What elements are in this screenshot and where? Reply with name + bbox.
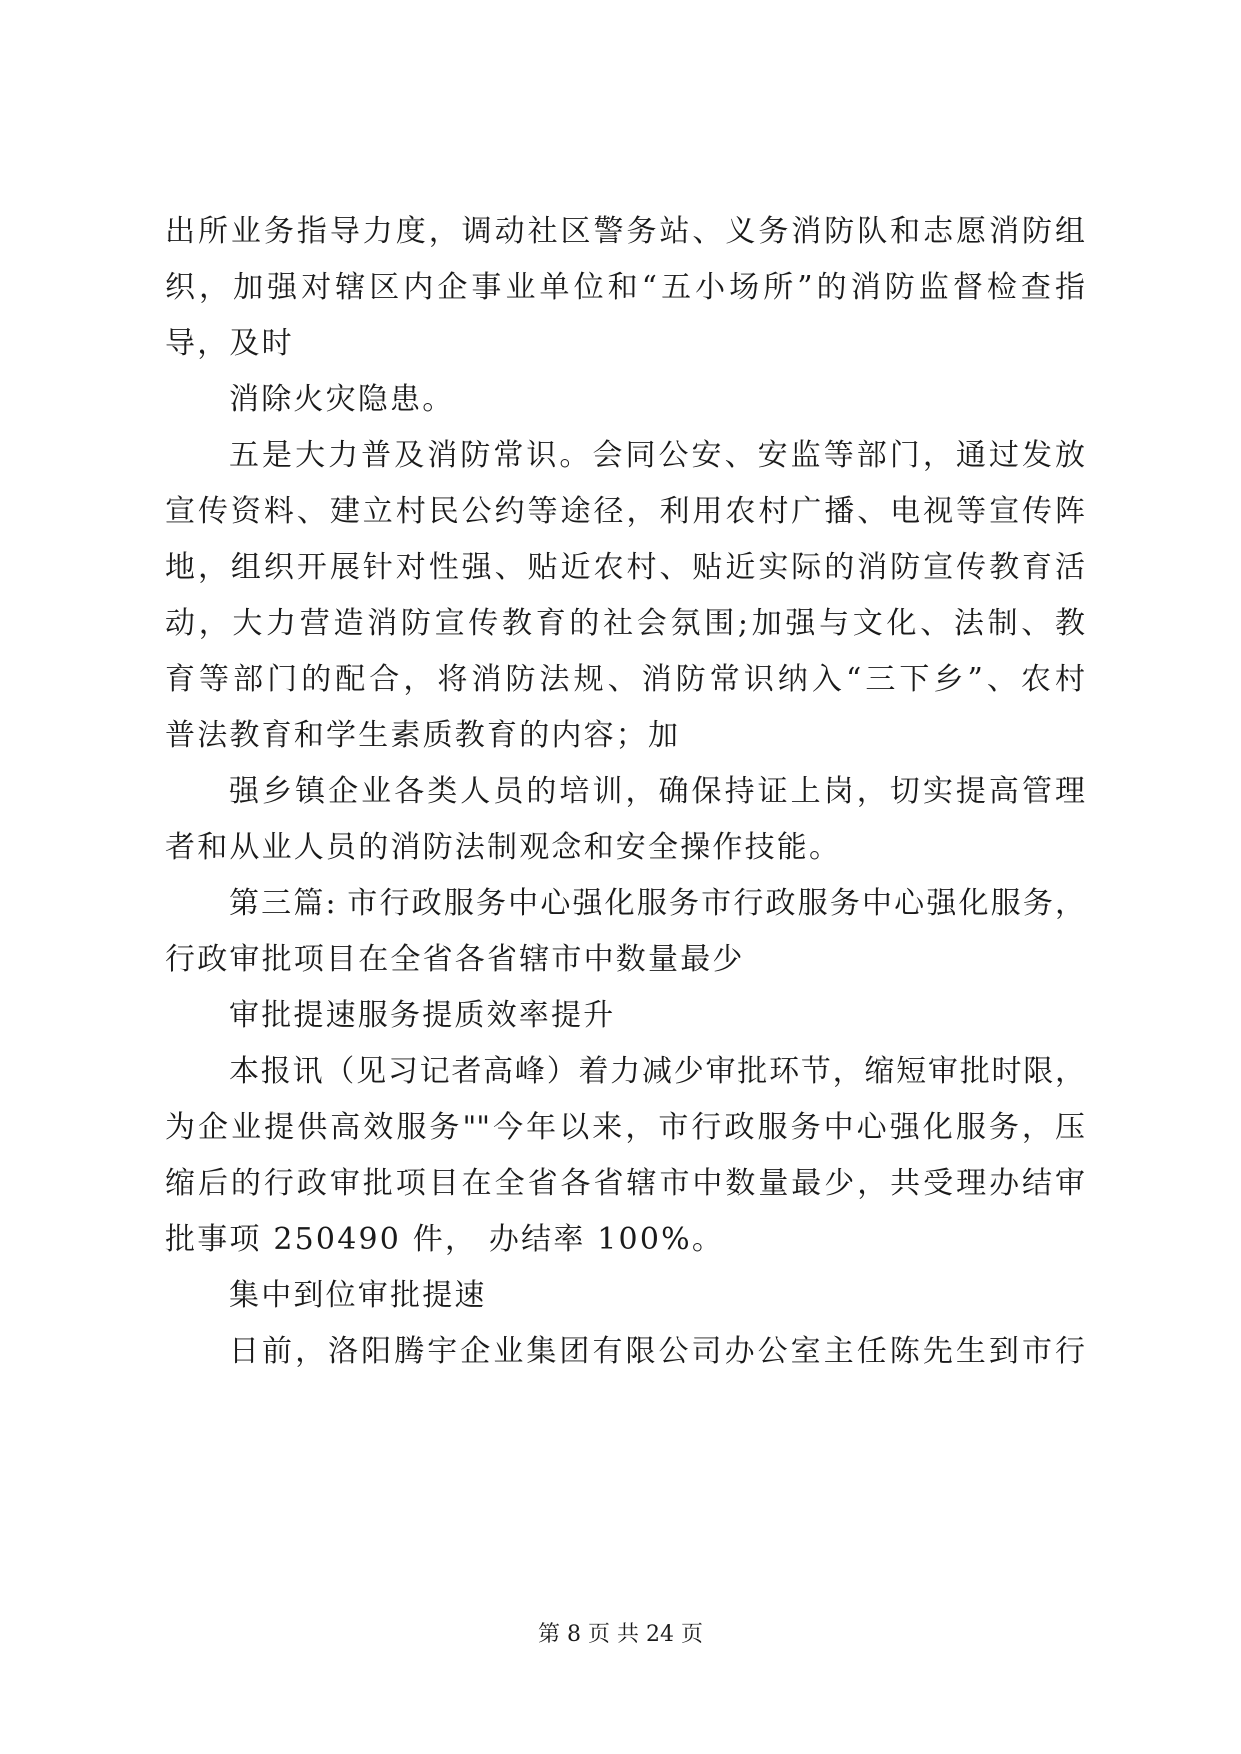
body-line: 地，组织开展针对性强、贴近农村、贴近实际的消防宣传教育活 (165, 550, 1085, 585)
subheading: 集中到位审批提速 (229, 1278, 487, 1313)
body-line: 为企业提供高效服务""今年以来，市行政服务中心强化服务，压 (165, 1110, 1085, 1145)
body-line: 缩后的行政审批项目在全省各省辖市中数量最少，共受理办结审 (165, 1166, 1085, 1201)
body-line: 导，及时 (165, 326, 294, 361)
body-line: 批事项 250490 件， 办结率 100%。 (165, 1222, 725, 1257)
body-line: 织，加强对辖区内企事业单位和“五小场所”的消防监督检查指 (165, 270, 1085, 305)
section-heading: 行政审批项目在全省各省辖市中数量最少 (165, 942, 745, 977)
body-line: 者和从业人员的消防法制观念和安全操作技能。 (165, 830, 842, 865)
body-line: 日前，洛阳腾宇企业集团有限公司办公室主任陈先生到市行 (229, 1334, 1085, 1369)
body-line: 动，大力营造消防宣传教育的社会氛围;加强与文化、法制、教 (165, 606, 1085, 641)
body-line: 出所业务指导力度，调动社区警务站、义务消防队和志愿消防组 (165, 214, 1085, 249)
body-line: 五是大力普及消防常识。会同公安、安监等部门，通过发放 (229, 438, 1085, 473)
body-line: 本报讯（见习记者高峰）着力减少审批环节，缩短审批时限， (229, 1054, 1085, 1089)
page-number-footer: 第 8 页 共 24 页 (538, 1622, 703, 1647)
body-line: 宣传资料、建立村民公约等途径，利用农村广播、电视等宣传阵 (165, 494, 1085, 529)
subheading: 审批提速服务提质效率提升 (229, 998, 616, 1033)
body-line: 普法教育和学生素质教育的内容；加 (165, 718, 681, 753)
body-line: 育等部门的配合，将消防法规、消防常识纳入“三下乡”、农村 (165, 662, 1085, 697)
section-heading: 第三篇: 市行政服务中心强化服务市行政服务中心强化服务， (229, 886, 1085, 921)
body-line: 消除火灾隐患。 (229, 382, 455, 417)
body-line: 强乡镇企业各类人员的培训，确保持证上岗，切实提高管理 (229, 774, 1085, 809)
